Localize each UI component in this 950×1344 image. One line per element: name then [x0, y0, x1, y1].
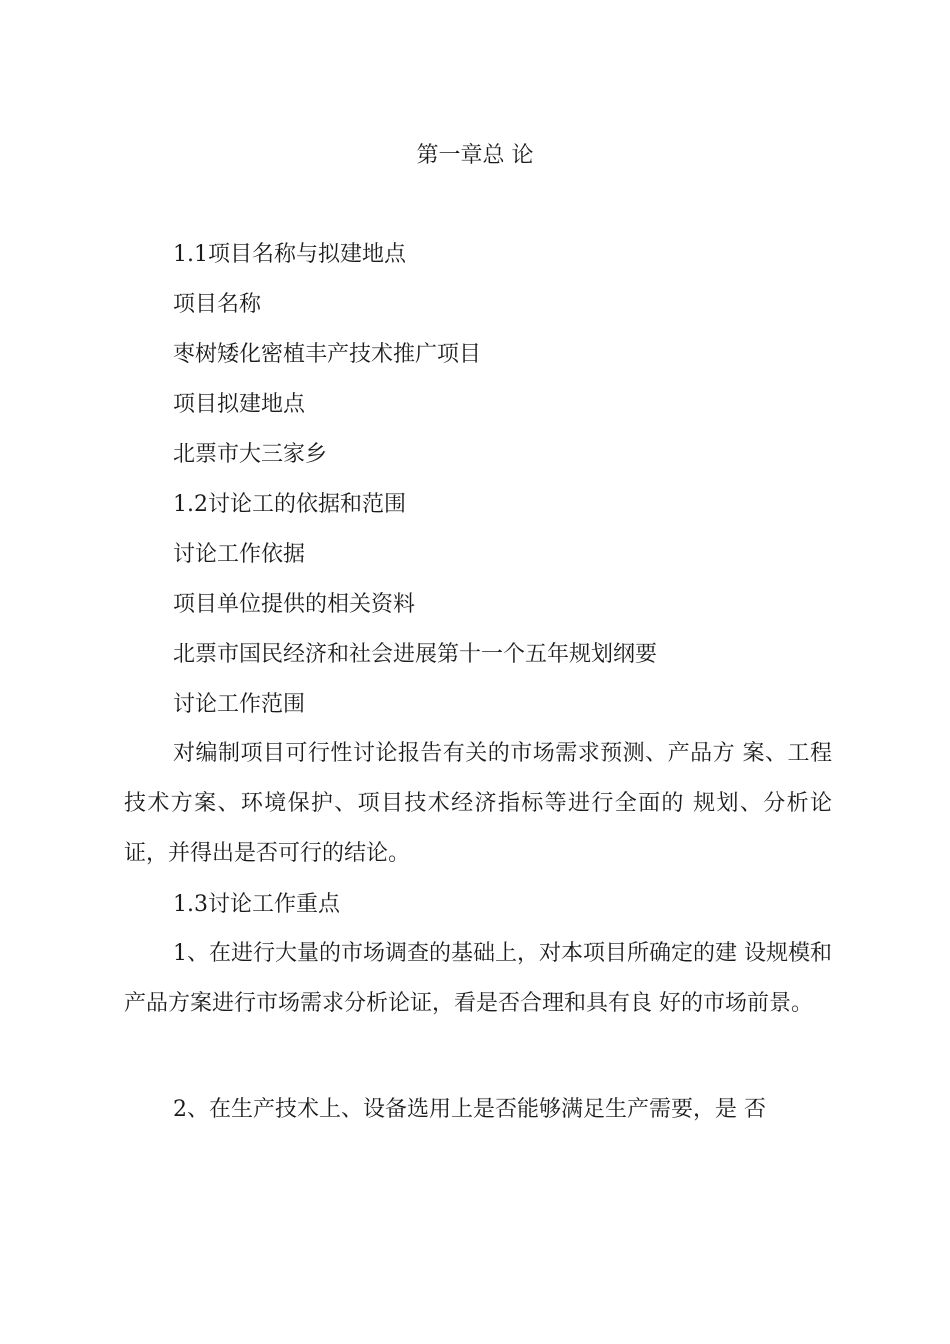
section-heading-1-2: 1.2讨论工的依据和范围 [173, 492, 406, 517]
research-basis-item-2: 北票市国民经济和社会进展第十一个五年规划纲要 [173, 642, 658, 667]
subheading-research-basis: 讨论工作依据 [173, 542, 306, 567]
project-name-value: 枣树矮化密植丰产技术推广项目 [173, 342, 482, 367]
project-location-value: 北票市大三家乡 [173, 442, 328, 467]
research-scope-paragraph: 对编制项目可行性讨论报告有关的市场需求预测、产品方 案、工程技术方案、环境保护、项目技术经济指标等进行全面的 规划、分析论证，并得出是否可行的结论。 [124, 741, 832, 866]
key-point-2-paragraph: 2、在生产技术上、设备选用上是否能够满足生产需要，是 否 [173, 1097, 766, 1122]
subheading-project-name: 项目名称 [173, 292, 262, 317]
key-point-1-paragraph: 1、在进行大量的市场调查的基础上，对本项目所确定的建 设规模和产品方案进行市场需求分析论证，看是否合理和具有良 好的市场前景。 [124, 941, 832, 1016]
subheading-project-location: 项目拟建地点 [173, 392, 306, 417]
research-basis-item-1: 项目单位提供的相关资料 [173, 592, 416, 617]
subheading-research-scope: 讨论工作范围 [173, 692, 306, 717]
section-heading-1-1: 1.1项目名称与拟建地点 [173, 242, 406, 267]
chapter-title: 第一章总 论 [416, 143, 534, 168]
section-heading-1-3: 1.3讨论工作重点 [173, 892, 340, 917]
